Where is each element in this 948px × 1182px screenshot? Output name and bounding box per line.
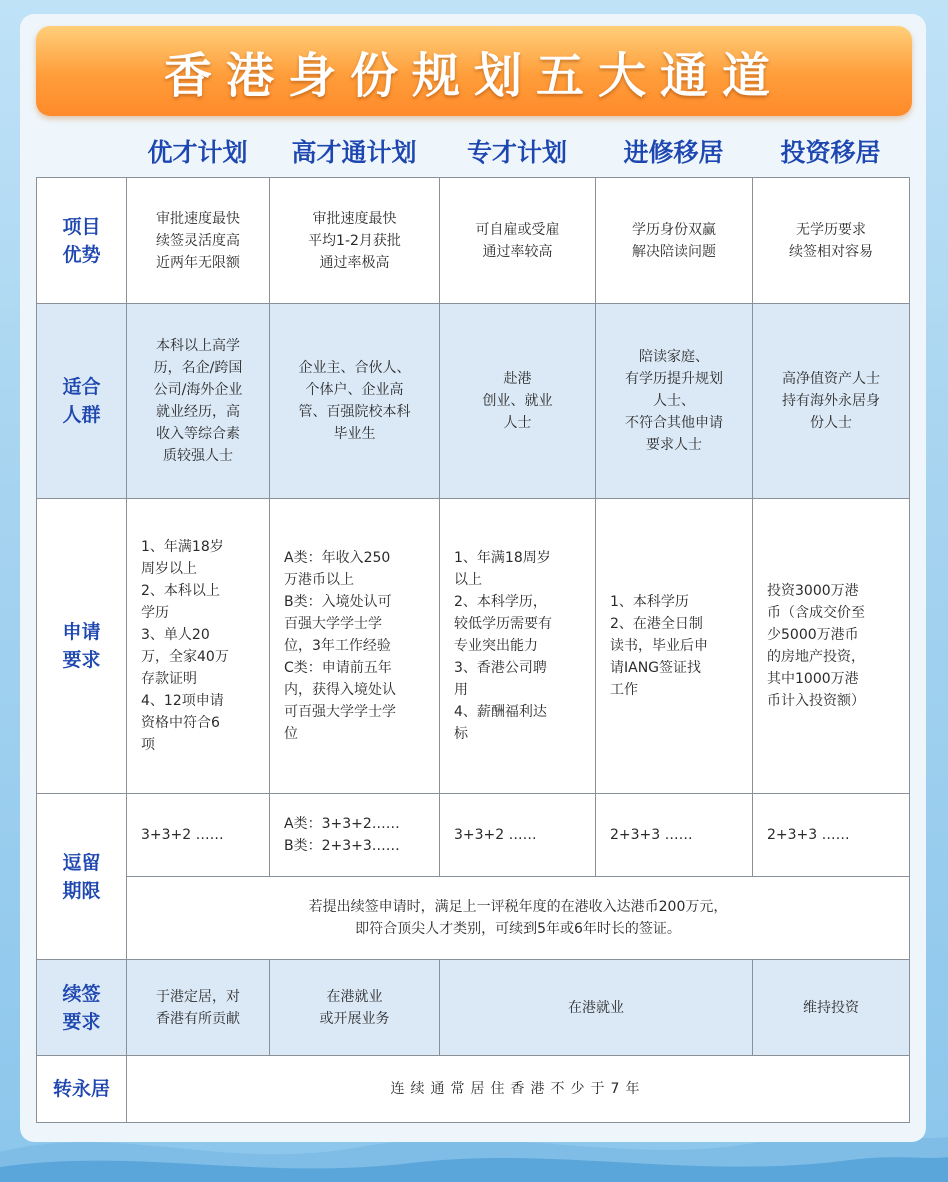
table-row-advantage xyxy=(37,178,910,304)
row-label-renewal: 续签 要求 xyxy=(37,960,127,1056)
table-row-renewal xyxy=(37,960,910,1056)
table-cell: 1、年满18周岁 以上 2、本科学历， 较低学历需要有 专业突出能力 3、香港公司聘 用 4、薪酬福利达 标 xyxy=(440,499,596,794)
column-header-investment-migration: 投资移居 xyxy=(780,138,881,167)
column-header-talent-scheme: 优才计划 xyxy=(147,138,248,167)
table-cell: A类：3+3+2…… B类：2+3+3…… xyxy=(270,794,440,877)
title-banner xyxy=(36,26,912,116)
column-header-top-talent-pass: 高才通计划 xyxy=(291,138,417,167)
table-cell: 1、年满18岁 周岁以上 2、本科以上 学历 3、单人20 万，全家40万 存款证明 4、12项申请 资格中符合6 项 xyxy=(127,499,270,794)
table-cell: 3+3+2 …… xyxy=(127,794,270,877)
table-cell: 2+3+3 …… xyxy=(596,794,753,877)
page-title: 香港身份规划五大通道 xyxy=(163,47,784,104)
row-label-requirements: 申请 要求 xyxy=(37,499,127,794)
table-cell: 在港就业 或开展业务 xyxy=(270,960,440,1056)
table-cell: 于港定居，对 香港有所贡献 xyxy=(127,960,270,1056)
table-cell: 在港就业 xyxy=(440,960,753,1056)
table-cell: 陪读家庭、 有学历提升规划 人士、 不符合其他申请 要求人士 xyxy=(596,304,753,499)
table-cell: 1、本科学历 2、在港全日制 读书，毕业后申 请IANG签证找 工作 xyxy=(596,499,753,794)
table-cell: 本科以上高学 历，名企/跨国 公司/海外企业 就业经历，高 收入等综合素 质较强人士 xyxy=(127,304,270,499)
table-cell: 2+3+3 …… xyxy=(753,794,910,877)
table-cell: 学历身份双赢 解决陪读问题 xyxy=(596,178,753,304)
row-label-stay: 逗留 期限 xyxy=(37,794,127,960)
permanent-residence-text: 连续通常居住香港不少于7年 xyxy=(127,1056,910,1123)
table-cell: 投资3000万港 币（含成交价至 少5000万港币 的房地产投资， 其中1000万港 币计入投资额） xyxy=(753,499,910,794)
table-row-audience xyxy=(37,304,910,499)
table-cell: 赴港 创业、就业 人士 xyxy=(440,304,596,499)
table-cell: 无学历要求 续签相对容易 xyxy=(753,178,910,304)
table-cell: 维持投资 xyxy=(753,960,910,1056)
stay-note: 若提出续签申请时，满足上一评税年度的在港收入达港币200万元， 即符合顶尖人才类别，可续到5年或6年时长的签证。 xyxy=(127,877,910,960)
row-label-permanent: 转永居 xyxy=(37,1056,127,1123)
comparison-table xyxy=(36,177,910,1123)
table-row-stay-note xyxy=(37,877,910,960)
table-cell: 企业主、合伙人、 个体户、企业高 管、百强院校本科 毕业生 xyxy=(270,304,440,499)
table-cell: A类：年收入250 万港币以上 B类：入境处认可 百强大学学士学 位，3年工作经验 C类：申请前五年 内，获得入境处认 可百强大学学士学 位 xyxy=(270,499,440,794)
table-cell: 审批速度最快 平均1-2月获批 通过率极高 xyxy=(270,178,440,304)
column-header-study-migration: 进修移居 xyxy=(623,138,724,167)
table-row-permanent xyxy=(37,1056,910,1123)
column-header-professional-scheme: 专才计划 xyxy=(466,138,567,167)
row-label-advantage: 项目 优势 xyxy=(37,178,127,304)
table-cell: 高净值资产人士 持有海外永居身 份人士 xyxy=(753,304,910,499)
table-row-requirements xyxy=(37,499,910,794)
table-cell: 3+3+2 …… xyxy=(440,794,596,877)
row-label-audience: 适合 人群 xyxy=(37,304,127,499)
table-cell: 审批速度最快 续签灵活度高 近两年无限额 xyxy=(127,178,270,304)
table-cell: 可自雇或受雇 通过率较高 xyxy=(440,178,596,304)
table-row-stay xyxy=(37,794,910,877)
